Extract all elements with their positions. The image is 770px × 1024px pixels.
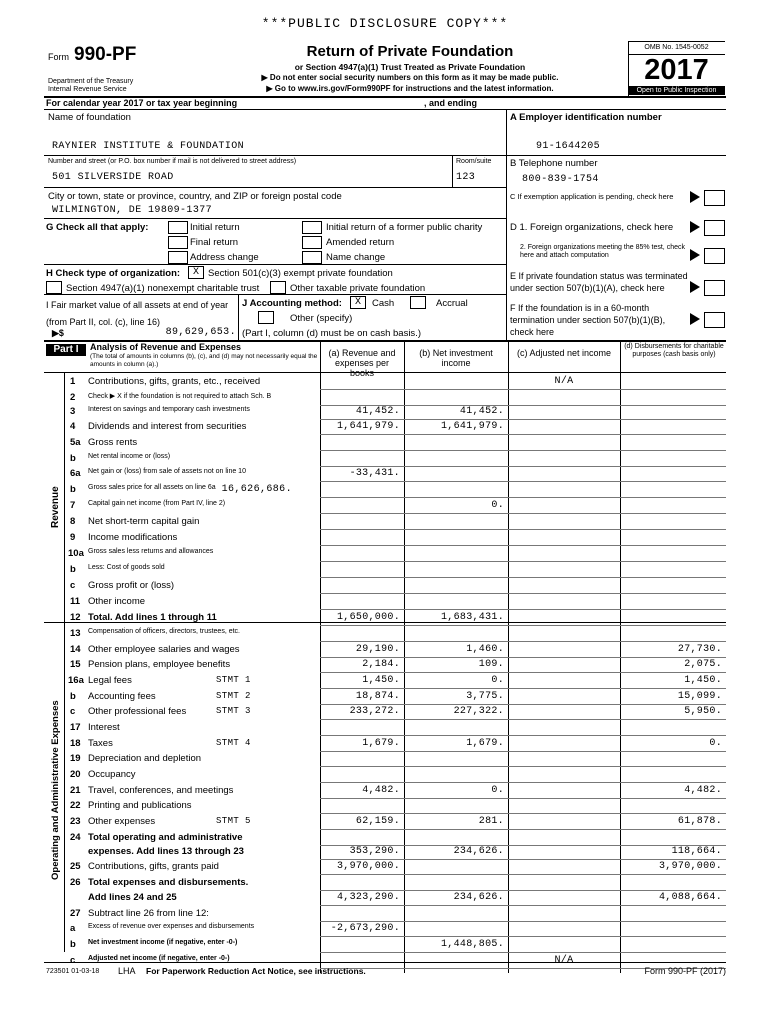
form-word: Form — [48, 52, 69, 62]
line-number: c — [70, 580, 76, 591]
line-label: Net gain or (loss) from sale of assets not on line 10 — [88, 468, 246, 475]
col-b-header: (b) Net investment income — [419, 348, 493, 368]
line-number: 13 — [70, 628, 81, 639]
line-number: 27 — [70, 908, 81, 919]
form-subtitle: or Section 4947(a)(1) Trust Treated as Private Foundation — [294, 62, 526, 72]
fmv-label: I Fair market value of all assets at end of year (from Part II, col. (c), line 16) — [46, 300, 229, 327]
exemption-pending-checkbox[interactable] — [704, 190, 725, 206]
cell-col-a: 353,290. — [349, 846, 400, 857]
other-method-checkbox[interactable] — [258, 311, 274, 324]
statement-ref: STMT 1 — [216, 675, 251, 685]
cell-col-d: 2,075. — [684, 659, 722, 670]
line-label: Net short-term capital gain — [88, 516, 200, 527]
col-d-header: (d) Disbursements for charitable purposes (cash basis only) — [624, 343, 724, 358]
name-change-checkbox[interactable] — [302, 251, 322, 264]
g-check-label: G Check all that apply: — [46, 222, 149, 233]
exemption-pending-label: C If exemption application is pending, check here — [510, 192, 674, 201]
accounting-method-label: J Accounting method: — [242, 298, 342, 309]
cell-col-b: 227,322. — [453, 706, 504, 717]
501c3-label: Section 501(c)(3) exempt private foundation — [208, 268, 393, 279]
cell-col-a: 4,323,290. — [336, 892, 400, 903]
line-number: b — [70, 453, 76, 464]
cell-col-d: 4,482. — [684, 785, 722, 796]
line-label: Add lines 24 and 25 — [88, 892, 177, 903]
line-number: 8 — [70, 516, 76, 527]
line6b-gross-sales: 16,626,686. — [221, 484, 292, 495]
line-number: b — [70, 564, 76, 575]
cell-col-b: 1,448,805. — [440, 939, 504, 950]
line-number: b — [70, 691, 76, 702]
line-label: Occupancy — [88, 769, 136, 780]
line-label: Net investment income (if negative, enter -0-) — [88, 939, 238, 946]
line-label: Other income — [88, 596, 146, 607]
arrow-icon — [690, 313, 700, 325]
cell-col-b: 0. — [491, 785, 504, 796]
foreign-org-label: D 1. Foreign organizations, check here — [510, 222, 674, 233]
dept-treasury: Department of the Treasury — [48, 78, 134, 85]
line-label: Pension plans, employee benefits — [88, 659, 231, 670]
line-number: 14 — [70, 644, 81, 655]
line-number: 6a — [70, 468, 81, 479]
line-label: Gross profit or (loss) — [88, 580, 175, 591]
cash-basis-note: (Part I, column (d) must be on cash basis.) — [242, 328, 421, 339]
irs-label: Internal Revenue Service — [48, 86, 127, 93]
line-number: c — [70, 706, 76, 717]
foreign-org-checkbox[interactable] — [704, 220, 725, 236]
501c3-checkbox[interactable]: X — [188, 266, 204, 279]
cell-col-d: 5,950. — [684, 706, 722, 717]
other-taxable-label: Other taxable private foundation — [290, 283, 426, 294]
terminated-label: E If private foundation status was terminated under section 507(b)(1)(A), check here — [510, 271, 688, 293]
phone-number: 800-839-1754 — [522, 174, 599, 185]
cell-col-a: -33,431. — [349, 468, 400, 479]
cell-col-b: 1,460. — [466, 644, 504, 655]
line-number: 10a — [68, 548, 84, 559]
termination-60-label: F If the foundation is in a 60-month termination under section 507(b)(1)(B), check here — [510, 303, 666, 337]
line-label: Contributions, gifts, grants, etc., received — [88, 376, 261, 387]
line-number: a — [70, 923, 76, 934]
terminated-checkbox[interactable] — [704, 280, 725, 296]
4947-trust-label: Section 4947(a)(1) nonexempt charitable trust — [66, 283, 260, 294]
ein-label: A Employer identification number — [510, 112, 662, 123]
cell-col-b: 234,626. — [453, 846, 504, 857]
name-change-label: Name change — [326, 252, 386, 263]
ssn-warning: ▶ Do not enter social security numbers on this form as it may be made public. — [261, 73, 559, 82]
initial-return-checkbox[interactable] — [168, 221, 188, 234]
cell-col-a: 2,184. — [362, 659, 400, 670]
final-return-label: Final return — [190, 237, 239, 248]
line-label: Legal fees — [88, 675, 132, 686]
line-number: 7 — [70, 500, 76, 511]
cell-col-a: 1,679. — [362, 738, 400, 749]
line-label: Interest — [88, 722, 120, 733]
line-label: Other employee salaries and wages — [88, 644, 240, 655]
cell-col-a: 233,272. — [349, 706, 400, 717]
cell-col-b: 0. — [491, 500, 504, 511]
cell-col-b: 3,775. — [466, 691, 504, 702]
foundation-name-label: Name of foundation — [48, 112, 131, 123]
footer-form: Form 990-PF (2017) — [644, 966, 726, 976]
line-number: 19 — [70, 753, 81, 764]
cell-col-b: 109. — [478, 659, 504, 670]
line-number: 21 — [70, 785, 81, 796]
ein-value: 91-1644205 — [536, 141, 601, 152]
line-label: Gross sales price for all assets on line 6a — [88, 484, 216, 491]
line-number: 1 — [70, 376, 76, 387]
expenses-side-label: Operating and Administrative Expenses — [50, 700, 61, 880]
line-number: 5a — [70, 437, 81, 448]
termination-60-checkbox[interactable] — [704, 312, 725, 328]
cell-col-d: 27,730. — [677, 644, 722, 655]
line-number: 3 — [70, 406, 76, 417]
disclosure-banner: ***PUBLIC DISCLOSURE COPY*** — [261, 16, 509, 31]
line-label: Taxes — [88, 738, 113, 749]
tax-year-ending: , and ending — [424, 98, 477, 108]
city-state-zip: WILMINGTON, DE 19809-1377 — [52, 205, 213, 216]
cell-col-d: 0. — [709, 738, 722, 749]
line-label: Total operating and administrative — [88, 832, 243, 843]
address-change-checkbox[interactable] — [168, 251, 188, 264]
col-a-header: (a) Revenue and expenses per books — [328, 348, 396, 378]
line-label: Contributions, gifts, grants paid — [88, 861, 219, 872]
cash-label: Cash — [372, 298, 395, 309]
initial-former-label: Initial return of a former public charity — [326, 222, 483, 233]
instructions-link: ▶ Go to www.irs.gov/Form990PF for instructions and the latest information. — [266, 84, 554, 93]
accrual-label: Accrual — [436, 298, 468, 309]
footer-notice: For Paperwork Reduction Act Notice, see instructions. — [146, 966, 366, 976]
other-method-label: Other (specify) — [290, 313, 353, 324]
cell-col-d: 3,970,000. — [658, 861, 722, 872]
line-number: 9 — [70, 532, 76, 543]
line-number: 11 — [70, 596, 81, 607]
street-address: 501 SILVERSIDE ROAD — [52, 172, 174, 183]
calendar-year: For calendar year 2017 or tax year beginning — [46, 98, 238, 108]
cell-col-a: 18,874. — [355, 691, 400, 702]
line-number: 18 — [70, 738, 81, 749]
line-label: Other professional fees — [88, 706, 187, 717]
foreign-85-checkbox[interactable] — [704, 248, 725, 264]
line-number: 15 — [70, 659, 81, 670]
line-label: Travel, conferences, and meetings — [88, 785, 234, 796]
cell-col-a: 1,650,000. — [336, 612, 400, 623]
initial-former-checkbox[interactable] — [302, 221, 322, 234]
arrow-icon — [690, 221, 700, 233]
arrow-icon — [690, 249, 700, 261]
cell-col-c: N/A — [554, 955, 574, 966]
cell-col-a: 1,641,979. — [336, 421, 400, 432]
line-number: 16a — [68, 675, 84, 686]
cell-col-a: 62,159. — [355, 816, 400, 827]
cell-col-b: 234,626. — [453, 892, 504, 903]
line-number: 12 — [70, 612, 81, 623]
line-label: Depreciation and depletion — [88, 753, 202, 764]
line-label: Gross rents — [88, 437, 138, 448]
cash-checkbox[interactable]: X — [350, 296, 366, 309]
line-label: Accounting fees — [88, 691, 156, 702]
statement-ref: STMT 3 — [216, 706, 251, 716]
accrual-checkbox[interactable] — [410, 296, 426, 309]
cell-col-d: 61,878. — [677, 816, 722, 827]
cell-col-d: 15,099. — [677, 691, 722, 702]
statement-ref: STMT 5 — [216, 816, 251, 826]
fmv-value: 89,629,653. — [165, 327, 236, 338]
line-label: Other expenses — [88, 816, 156, 827]
cell-col-a: 29,190. — [355, 644, 400, 655]
cell-col-b: 1,641,979. — [440, 421, 504, 432]
cell-col-b: 1,683,431. — [440, 612, 504, 623]
line-number: b — [70, 939, 76, 950]
foundation-name: RAYNIER INSTITUTE & FOUNDATION — [52, 141, 245, 152]
h-check-label: H Check type of organization: — [46, 268, 181, 279]
line-label: Gross sales less returns and allowances — [88, 548, 214, 555]
cell-col-b: 281. — [478, 816, 504, 827]
line-number: b — [70, 484, 76, 495]
line-label: Net rental income or (loss) — [88, 453, 171, 460]
other-taxable-checkbox[interactable] — [270, 281, 286, 294]
cell-col-a: 3,970,000. — [336, 861, 400, 872]
cell-col-a: 1,450. — [362, 675, 400, 686]
amended-return-checkbox[interactable] — [302, 236, 322, 249]
city-label: City or town, state or province, country, and ZIP or foreign postal code — [48, 191, 342, 202]
part-label: Part I — [46, 344, 86, 356]
line-number: 24 — [70, 832, 81, 843]
statement-ref: STMT 2 — [216, 691, 251, 701]
line-label: Subtract line 26 from line 12: — [88, 908, 209, 919]
cell-col-d: 1,450. — [684, 675, 722, 686]
line-number: 17 — [70, 722, 81, 733]
omb-number: OMB No. 1545-0052 — [644, 44, 709, 51]
line-label: Adjusted net income (if negative, enter -0-) — [88, 955, 230, 962]
street-label: Number and street (or P.O. box number if mail is not delivered to street address) — [48, 158, 297, 165]
arrow-icon — [690, 191, 700, 203]
line-label: Capital gain net income (from Part IV, line 2) — [88, 500, 226, 507]
statement-ref: STMT 4 — [216, 738, 251, 748]
line-number: 23 — [70, 816, 81, 827]
line-number: c — [70, 955, 76, 966]
line-label: Total expenses and disbursements. — [88, 877, 249, 888]
cell-col-c: N/A — [554, 376, 574, 387]
line-label: expenses. Add lines 13 through 23 — [88, 846, 244, 857]
address-change-label: Address change — [190, 252, 259, 263]
line-number: 2 — [70, 392, 76, 403]
line-label: Total. Add lines 1 through 11 — [88, 612, 217, 623]
final-return-checkbox[interactable] — [168, 236, 188, 249]
revenue-side-label: Revenue — [50, 486, 61, 528]
line-number: 26 — [70, 877, 81, 888]
line-number: 22 — [70, 800, 81, 811]
line-label: Compensation of officers, directors, trustees, etc. — [88, 628, 240, 635]
fmv-dollar: ▶$ — [52, 328, 64, 338]
tax-year: 2017 — [644, 54, 709, 86]
foreign-85-label: 2. Foreign organizations meeting the 85% test, check here and attach computation — [520, 244, 685, 259]
line-number: 25 — [70, 861, 81, 872]
part-title: Analysis of Revenue and Expenses — [90, 342, 242, 352]
cell-col-a: -2,673,290. — [330, 923, 400, 934]
form-title: Return of Private Foundation — [306, 43, 514, 60]
col-c-header: (c) Adjusted net income — [516, 348, 612, 358]
4947-trust-checkbox[interactable] — [46, 281, 62, 294]
line-number: 20 — [70, 769, 81, 780]
part-note: (The total of amounts in columns (b), (c), and (d) may not necessarily equal the amounts in column (a).) — [90, 353, 318, 368]
phone-label: B Telephone number — [510, 158, 598, 169]
cell-col-d: 118,664. — [671, 846, 722, 857]
line-label: Income modifications — [88, 532, 178, 543]
cell-col-b: 0. — [491, 675, 504, 686]
initial-return-label: Initial return — [190, 222, 240, 233]
footer-lha: LHA — [118, 966, 136, 976]
line-number: 4 — [70, 421, 76, 432]
cell-col-a: 4,482. — [362, 785, 400, 796]
cell-col-b: 1,679. — [466, 738, 504, 749]
cell-col-d: 4,088,664. — [658, 892, 722, 903]
room-label: Room/suite — [456, 158, 492, 165]
line-label: Interest on savings and temporary cash investments — [88, 406, 250, 413]
form-number: 990-PF — [74, 44, 137, 65]
amended-return-label: Amended return — [326, 237, 395, 248]
line-label: Check ▶ X if the foundation is not required to attach Sch. B — [88, 393, 272, 400]
open-inspection: Open to Public Inspection — [628, 86, 725, 95]
line-label: Less: Cost of goods sold — [88, 564, 165, 571]
line-label: Excess of revenue over expenses and disbursements — [88, 923, 255, 930]
footer-code: 723501 01-03-18 — [46, 968, 100, 975]
room-suite: 123 — [456, 172, 476, 183]
line-label: Dividends and interest from securities — [88, 421, 247, 432]
line-label: Printing and publications — [88, 800, 192, 811]
cell-col-a: 41,452. — [355, 406, 400, 417]
arrow-icon — [690, 281, 700, 293]
cell-col-b: 41,452. — [459, 406, 504, 417]
